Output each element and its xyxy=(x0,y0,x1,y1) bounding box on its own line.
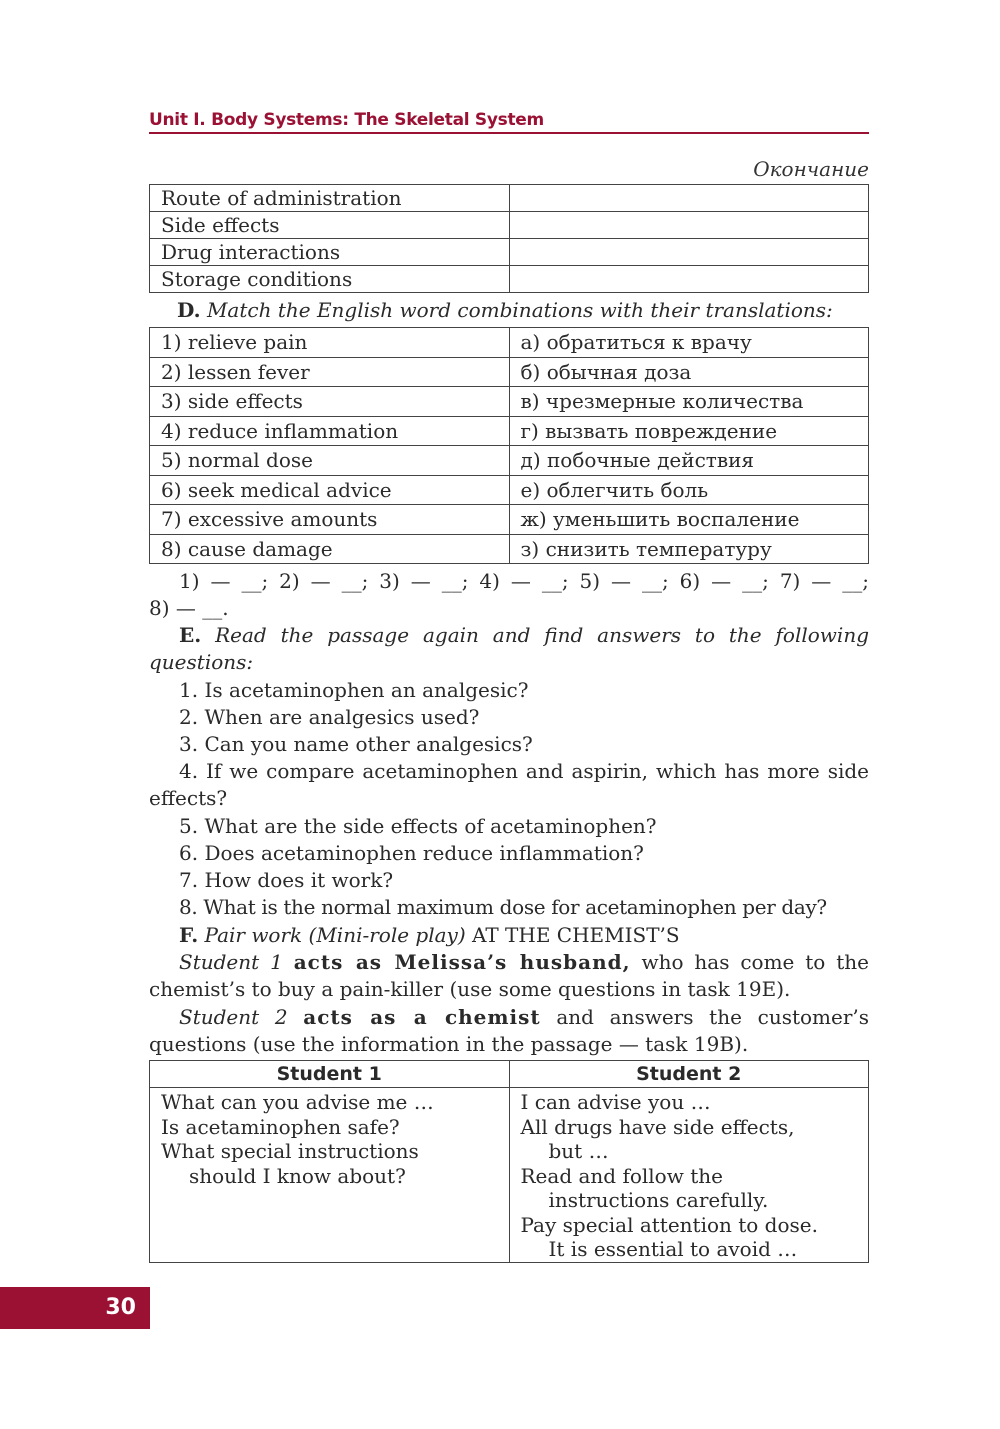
question-item: 2. When are analgesics used? xyxy=(179,705,480,729)
instruction-text: Match the English word combinations with their translations: xyxy=(206,298,833,322)
prompt-line: instructions carefully. xyxy=(548,1188,769,1212)
prompt-line: All drugs have side effects, xyxy=(520,1114,795,1139)
russian-cell: г) вызвать повреждение xyxy=(509,416,869,446)
english-cell: 4) reduce inflammation xyxy=(150,416,510,446)
question-item: 4. If we compare acetaminophen and aspirin, which has more side effects? xyxy=(149,759,869,810)
match-table xyxy=(149,327,869,564)
role-play-table xyxy=(149,1060,869,1263)
english-cell: 6) seek medical advice xyxy=(150,475,510,505)
table-row xyxy=(150,185,869,212)
empty-cell xyxy=(509,185,869,212)
prompt-line: What can you advise me … xyxy=(161,1090,434,1114)
russian-cell: ж) уменьшить воспаление xyxy=(509,505,869,535)
english-cell: 1) relieve pain xyxy=(150,328,510,358)
role-detail: who has come to the chemist’s to buy a pain-killer (use some questions in task 19E). xyxy=(149,950,869,1001)
empty-cell xyxy=(509,212,869,239)
student-2-role xyxy=(149,1004,869,1058)
question-item: 1. Is acetaminophen an analgesic? xyxy=(179,678,529,702)
page-number: 30 xyxy=(0,1287,150,1329)
table-row xyxy=(150,446,869,476)
question-item: 6. Does acetaminophen reduce inflammation? xyxy=(179,841,644,865)
answer-key-line: 8) — __. xyxy=(149,596,229,620)
column-header: Student 2 xyxy=(509,1061,869,1088)
question-item: 5. What are the side effects of acetaminophen? xyxy=(179,814,657,838)
student-label: Student 1 xyxy=(179,950,283,974)
prompt-line: should I know about? xyxy=(189,1163,406,1188)
table-row xyxy=(150,328,869,358)
russian-cell: д) побочные действия xyxy=(509,446,869,476)
drug-info-table xyxy=(149,184,869,293)
section-f-caps-title: AT THE CHEMIST’S xyxy=(472,923,680,947)
section-d-instruction xyxy=(149,297,869,324)
russian-cell: б) обычная доза xyxy=(509,357,869,387)
table-cell: Drug interactions xyxy=(150,239,510,266)
section-f-subtitle: Pair work (Mini-role play) xyxy=(204,923,466,947)
section-letter: E. xyxy=(179,623,202,647)
prompt-line: What special instructions xyxy=(161,1139,419,1163)
prompt-line: It is essential to avoid … xyxy=(548,1237,798,1261)
empty-cell xyxy=(509,239,869,266)
table-row xyxy=(150,534,869,564)
table-cell: Side effects xyxy=(150,212,510,239)
prompt-line: I can advise you … xyxy=(520,1090,711,1114)
english-cell: 5) normal dose xyxy=(150,446,510,476)
table-header-row xyxy=(150,1061,869,1088)
student-1-role xyxy=(149,949,869,1003)
section-e-instruction xyxy=(149,622,869,676)
russian-cell: а) обратиться к врачу xyxy=(509,328,869,358)
prompt-line: Read and follow the xyxy=(520,1163,723,1188)
russian-cell: в) чрезмерные количества xyxy=(509,387,869,417)
column-header: Student 1 xyxy=(150,1061,510,1088)
english-cell: 3) side effects xyxy=(150,387,510,417)
russian-cell: з) снизить температуру xyxy=(509,534,869,564)
table-row xyxy=(150,387,869,417)
answer-key-line: 1) — __; 2) — __; 3) — __; 4) — __; 5) — __; 6) — __; 7) — __; xyxy=(179,569,869,593)
question-item: 3. Can you name other analgesics? xyxy=(179,732,533,756)
table-row xyxy=(150,1088,869,1263)
table-row xyxy=(150,505,869,535)
student-label: Student 2 xyxy=(179,1005,288,1029)
role-description: acts as Melissa’s husband, xyxy=(293,950,631,974)
table-row xyxy=(150,266,869,293)
section-letter: F. xyxy=(179,923,199,947)
table-row xyxy=(150,239,869,266)
student-2-prompts xyxy=(509,1088,869,1263)
role-description: acts as a chemist xyxy=(303,1005,541,1029)
russian-cell: е) облегчить боль xyxy=(509,475,869,505)
english-cell: 7) excessive amounts xyxy=(150,505,510,535)
section-letter: D. xyxy=(177,298,201,322)
table-row xyxy=(150,475,869,505)
role-detail: and answers the customer’s questions (use the information in the passage — task 19B). xyxy=(149,1005,870,1056)
table-cell: Route of administration xyxy=(150,185,510,212)
section-f-title xyxy=(149,922,869,949)
english-cell: 2) lessen fever xyxy=(150,357,510,387)
prompt-line: Is acetaminophen safe? xyxy=(161,1114,400,1139)
question-item: 7. How does it work? xyxy=(179,868,394,892)
running-header: Unit I. Body Systems: The Skeletal System xyxy=(149,110,869,134)
table-cell: Storage conditions xyxy=(150,266,510,293)
table-row xyxy=(150,416,869,446)
student-1-prompts xyxy=(150,1088,510,1263)
instruction-text: Read the passage again and find answers to the following questions: xyxy=(149,623,869,674)
table-row xyxy=(150,212,869,239)
continuation-label: Окончание xyxy=(753,157,869,181)
english-cell: 8) cause damage xyxy=(150,534,510,564)
table-row xyxy=(150,357,869,387)
empty-cell xyxy=(509,266,869,293)
question-item: 8. What is the normal maximum dose for acetaminophen per day? xyxy=(179,895,827,919)
prompt-line: Pay special attention to dose. xyxy=(520,1212,818,1237)
prompt-line: but … xyxy=(548,1139,609,1163)
